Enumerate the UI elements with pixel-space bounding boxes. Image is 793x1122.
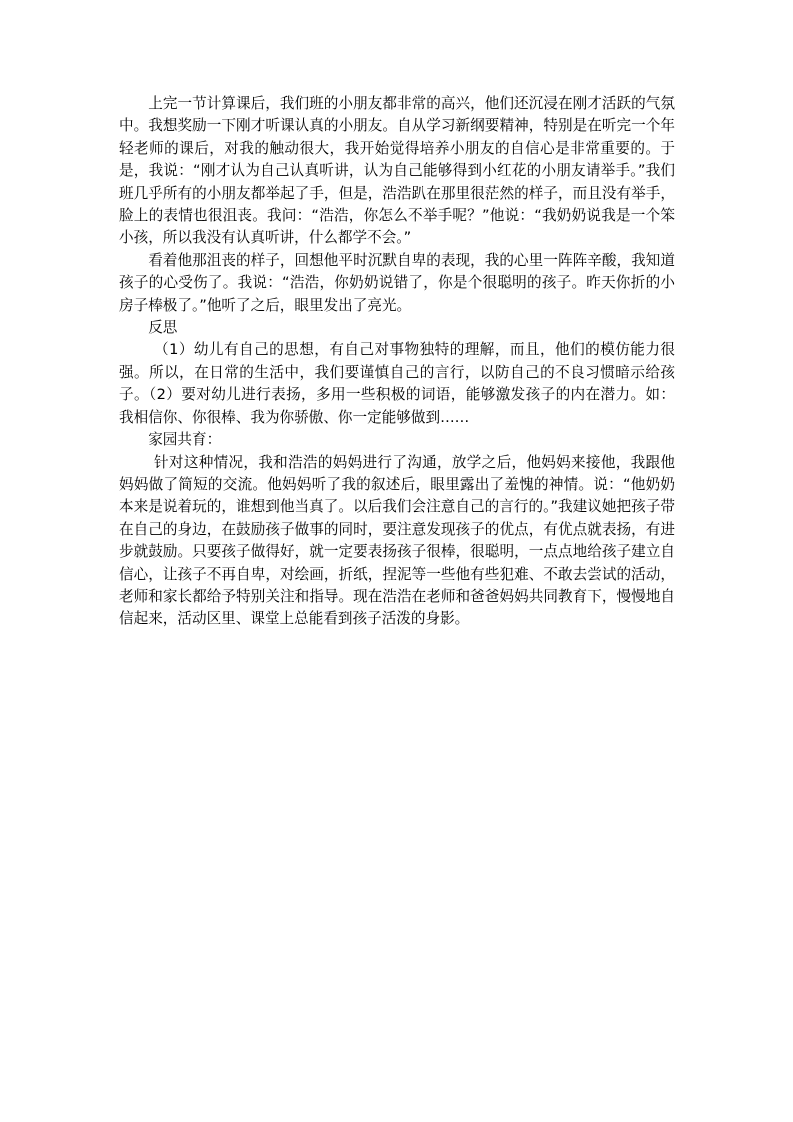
document-body bbox=[119, 93, 675, 631]
paragraph-story: 上完一节计算课后，我们班的小朋友都非常的高兴，他们还沉浸在刚才活跃的气氛中。我想奖励一下刚才听课认真的小朋友。自从学习新纲要精神，特别是在听完一个年轻老师的课后，对我的触动很大，我开始觉得培养小朋友的自信心是非常重要的。于是，我说：“刚才认为自己认真听讲，认为自己能够得到小红花的小朋友请举手。”我们班几乎所有的小朋友都举起了手，但是，浩浩趴在那里很茫然的样子，而且没有举手，脸上的表情也很沮丧。我问：“浩浩，你怎么不举手呢？”他说：“我奶奶说我是一个笨小孩，所以我没有认真听讲，什么都学不会。” bbox=[119, 95, 675, 247]
paragraph-encouragement: 看着他那沮丧的样子，回想他平时沉默自卑的表现，我的心里一阵阵辛酸，我知道孩子的心受伤了。我说：“浩浩，你奶奶说错了，你是个很聪明的孩子。昨天你折的小房子棒极了。”他听了之后，眼里发出了亮光。 bbox=[119, 251, 675, 314]
heading-home-school: 家园共育： bbox=[148, 431, 222, 449]
heading-reflection: 反思 bbox=[148, 319, 178, 337]
paragraph-home-school: 针对这种情况，我和浩浩的妈妈进行了沟通，放学之后，他妈妈来接他，我跟他妈妈做了简短的交流。他妈妈听了我的叙述后，眼里露出了羞愧的神情。说：“他奶奶本来是说着玩的，谁想到他当真了。以后我们会注意自己的言行的。”我建议她把孩子带在自己的身边，在鼓励孩子做事的同时，要注意发现孩子的优点，有优点就表扬，有进步就鼓励。只要孩子做得好，就一定要表扬孩子很棒，很聪明，一点点地给孩子建立自信心，让孩子不再自卑，对绘画，折纸，捏泥等一些他有些犯难、不敢去尝试的活动，老师和家长都给予特别关注和指导。现在浩浩在老师和爸爸妈妈共同教育下，慢慢地自信起来，活动区里、课堂上总能看到孩子活泼的身影。 bbox=[119, 453, 675, 628]
paragraph-reflection: （1）幼儿有自己的思想，有自己对事物独特的理解，而且，他们的模仿能力很强。所以，在日常的生活中，我们要谨慎自己的言行，以防自己的不良习惯暗示给孩子。（2）要对幼儿进行表扬，多用一些积极的词语，能够激发孩子的内在潜力。如：我相信你、你很棒、我为你骄傲、你一定能够做到…… bbox=[119, 341, 675, 426]
